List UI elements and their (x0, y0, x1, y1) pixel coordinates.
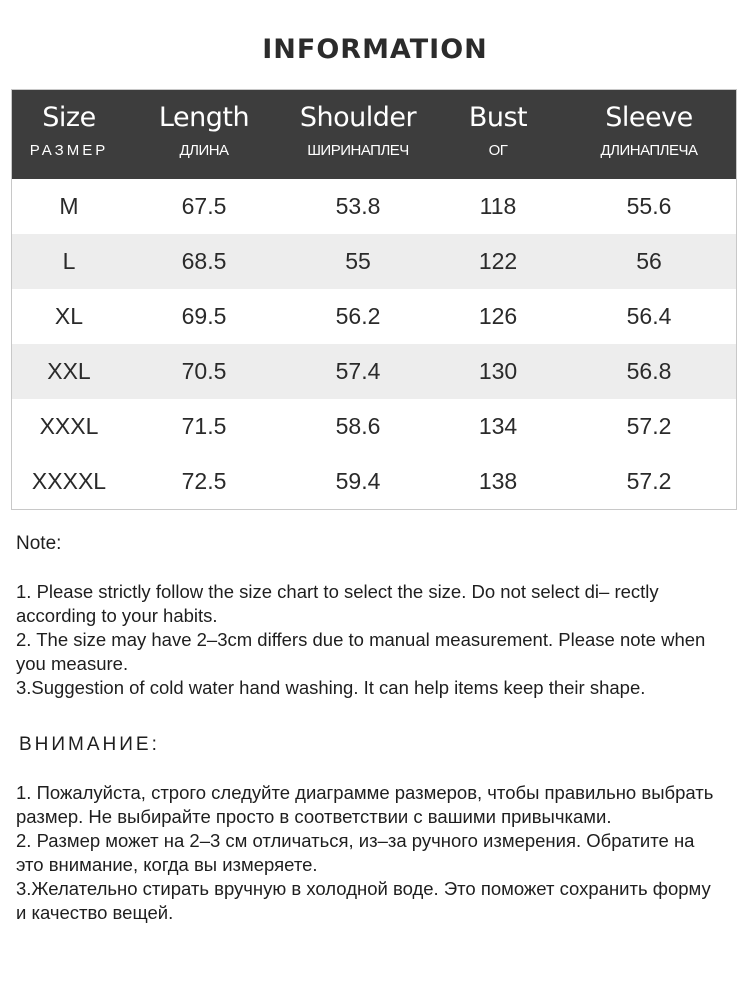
cell-size: XXL (47, 358, 91, 384)
cell-bust: 130 (478, 358, 518, 384)
cell-sleeve: 56 (636, 248, 662, 274)
note-item: 1. Please strictly follow the size chart to select the size. Do not select di– rectly according to your habits. (16, 581, 659, 626)
cell-length: 72.5 (181, 468, 227, 494)
cell-sleeve: 57.2 (626, 413, 672, 439)
table-row (12, 289, 736, 344)
table-row (12, 344, 736, 399)
cell-sleeve: 56.4 (626, 303, 672, 329)
cell-length: 68.5 (181, 248, 227, 274)
page-title: INFORMATION (262, 34, 488, 65)
header-label-ru: ОГ (488, 142, 508, 159)
header-label-ru: ДЛИНА (179, 142, 229, 159)
cell-size: M (59, 193, 79, 219)
header-size (12, 90, 126, 179)
table-row (12, 179, 736, 234)
header-label-ru: РАЗМЕР (29, 142, 109, 159)
note-item: 1. Пожалуйста, строго следуйте диаграмме размеров, чтобы правильно выбрать размер. Не выбирайте просто в соответствии с вашими привычками. (16, 782, 714, 827)
table-row (12, 454, 736, 509)
header-label-en: Size (42, 102, 96, 133)
header-label-en: Shoulder (299, 102, 417, 133)
cell-size: XXXXL (31, 468, 107, 494)
cell-bust: 126 (478, 303, 518, 329)
cell-size: XL (54, 303, 84, 329)
note-heading-ru: ВНИМАНИЕ: (19, 734, 160, 755)
notes-section (16, 532, 726, 925)
header-shoulder (282, 90, 434, 179)
note-heading-en: Note: (16, 533, 62, 554)
cell-shoulder: 59.4 (335, 468, 381, 494)
table-row (12, 234, 736, 289)
note-item: 2. Размер может на 2–3 см отличаться, из–за ручного измерения. Обратите на это внимание, когда вы измеряете. (16, 830, 695, 875)
cell-length: 69.5 (181, 303, 227, 329)
table-header (12, 90, 736, 179)
cell-length: 67.5 (181, 193, 227, 219)
cell-bust: 122 (478, 248, 518, 274)
cell-sleeve: 57.2 (626, 468, 672, 494)
note-block-ru (16, 733, 726, 925)
note-item: 3.Желательно стирать вручную в холодной воде. Это поможет сохранить форму и качество вещей. (16, 878, 711, 923)
header-label-en: Length (158, 102, 250, 133)
cell-shoulder: 53.8 (335, 193, 381, 219)
cell-sleeve: 55.6 (626, 193, 672, 219)
cell-shoulder: 56.2 (335, 303, 381, 329)
table-row (12, 399, 736, 454)
cell-size: L (62, 248, 76, 274)
cell-size: XXXL (39, 413, 99, 439)
header-length (126, 90, 282, 179)
cell-shoulder: 58.6 (335, 413, 381, 439)
cell-shoulder: 55 (345, 248, 371, 274)
cell-bust: 134 (478, 413, 518, 439)
header-bust (434, 90, 562, 179)
cell-sleeve: 56.8 (626, 358, 672, 384)
size-chart-table (11, 89, 737, 510)
header-sleeve (562, 90, 736, 179)
note-item: 3.Suggestion of cold water hand washing. It can help items keep their shape. (16, 677, 646, 698)
cell-bust: 118 (479, 193, 517, 219)
cell-bust: 138 (478, 468, 518, 494)
cell-length: 71.5 (181, 413, 227, 439)
header-label-en: Sleeve (605, 102, 693, 133)
cell-shoulder: 57.4 (335, 358, 381, 384)
header-label-ru: ДЛИНАПЛЕЧА (600, 142, 698, 159)
header-label-en: Bust (468, 102, 528, 133)
note-item: 2. The size may have 2–3cm differs due to manual measurement. Please note when you measure. (16, 629, 706, 674)
cell-length: 70.5 (181, 358, 227, 384)
header-label-ru: ШИРИНАПЛЕЧ (307, 142, 409, 159)
